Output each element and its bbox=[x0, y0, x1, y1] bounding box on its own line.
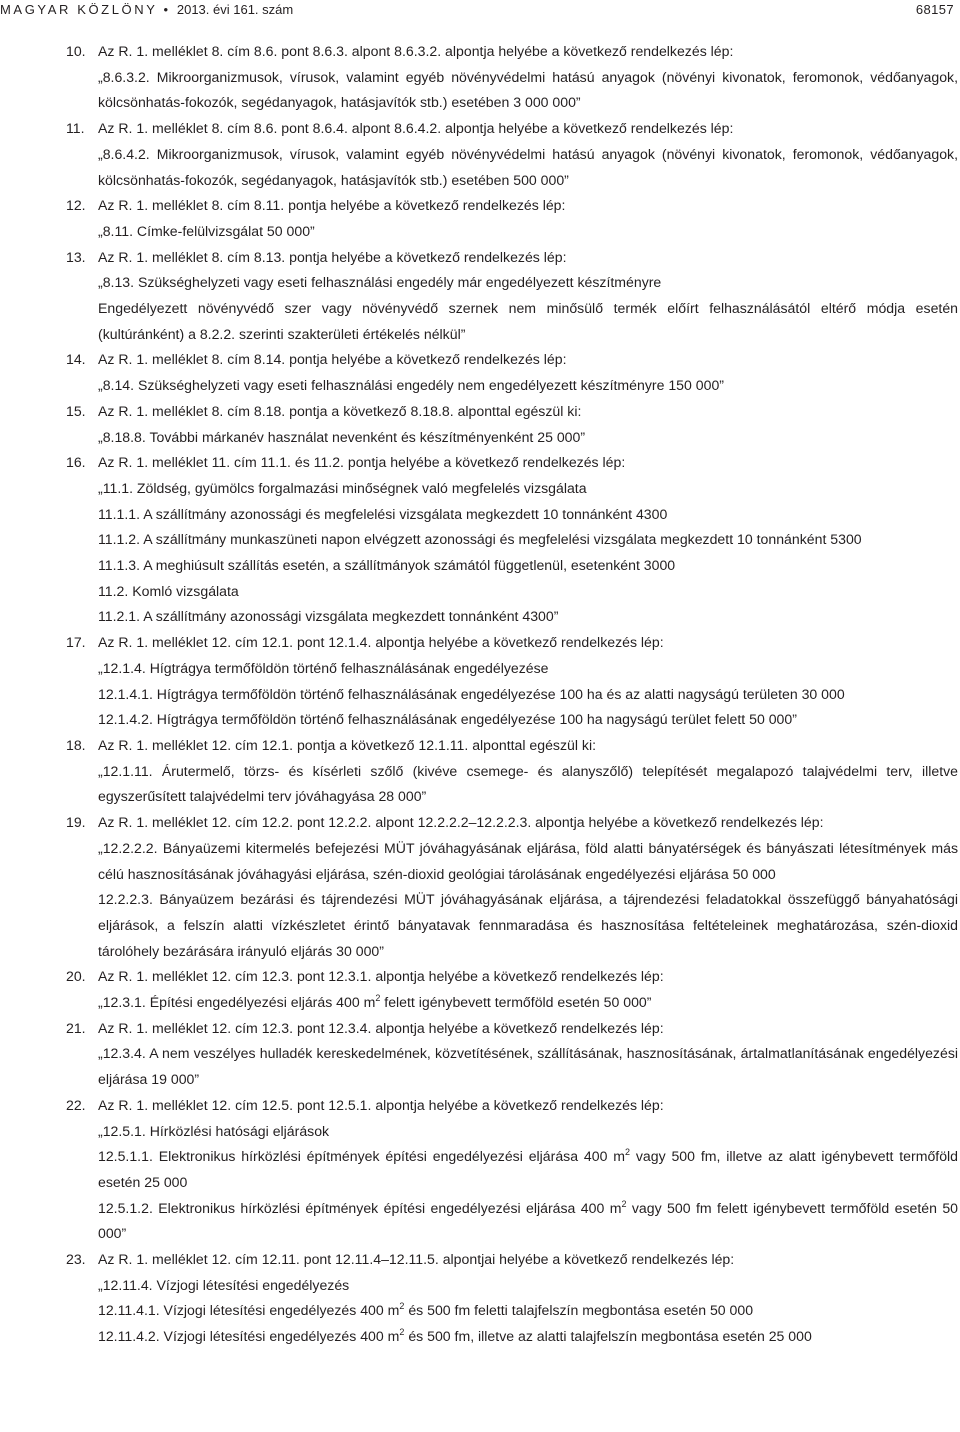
amendment-text: 11.2. Komló vizsgálata bbox=[98, 582, 239, 599]
amendment-text: „8.18.8. További márkanév használat nevenként és készítményenként 25 000” bbox=[98, 428, 586, 445]
amendment-text: „12.1.4. Hígtrágya termőföldön történő felhasználásának engedélyezése bbox=[98, 659, 549, 676]
issue-label: 2013. évi 161. szám bbox=[176, 2, 294, 17]
item-body bbox=[98, 1093, 958, 1247]
superscript-unit: 2 bbox=[399, 1327, 405, 1338]
amendment-text: „12.3.4. A nem veszélyes hulladék kereskedelmének, közvetítésének, szállításának, hasznosításának, ártalmatlanításának engedélyezési eljárása 19 000” bbox=[98, 1045, 958, 1088]
amendment-text: 11.1.2. A szállítmány munkaszüneti napon elvégzett azonossági és megfelelési vizsgálata megkezdett 10 tonnánként 5300 bbox=[98, 531, 862, 548]
amendment-text: 11.1.1. A szállítmány azonossági és megfelelési vizsgálata megkezdett 10 tonnánként 4300 bbox=[98, 505, 668, 522]
amendment-instruction: Az R. 1. melléklet 11. cím 11.1. és 11.2. pontja helyébe a következő rendelkezés lép: bbox=[98, 454, 626, 471]
amendment-item bbox=[66, 964, 958, 1015]
text-segment: és 500 fm feletti talajfelszín megbontása esetén 50 000 bbox=[404, 1302, 754, 1319]
amendment-instruction: Az R. 1. melléklet 8. cím 8.6. pont 8.6.4. alpont 8.6.4.2. alpontja helyébe a következő rendelkezés lép: bbox=[98, 120, 734, 137]
amendment-instruction: Az R. 1. melléklet 12. cím 12.1. pont 12.1.4. alpontja helyébe a következő rendelkezés lép: bbox=[98, 634, 664, 651]
item-body bbox=[98, 347, 958, 398]
amendment-text: „8.13. Szükséghelyzeti vagy eseti felhasználási engedély már engedélyezett készítményre bbox=[98, 274, 662, 291]
item-body bbox=[98, 630, 958, 733]
item-number: 22. bbox=[66, 1096, 86, 1113]
superscript-unit: 2 bbox=[375, 993, 381, 1004]
amendment-item bbox=[66, 39, 958, 116]
gazette-title: MAGYAR KÖZLÖNY • 2013. évi 161. szám bbox=[0, 2, 294, 17]
amendment-item bbox=[66, 630, 958, 733]
text-segment: vagy 500 fm, illetve az alatt igénybevett termőföld esetén 25 000 bbox=[98, 1148, 959, 1190]
item-number: 14. bbox=[66, 351, 86, 368]
amendment-instruction: Az R. 1. melléklet 12. cím 12.5. pont 12.5.1. alpontja helyébe a következő rendelkezés lép: bbox=[98, 1096, 664, 1113]
item-body bbox=[98, 116, 958, 193]
amendment-instruction: Az R. 1. melléklet 12. cím 12.11. pont 12.11.4–12.11.5. alpontjai helyébe a következő rendelkezés lép: bbox=[98, 1251, 735, 1268]
amendment-item bbox=[66, 733, 958, 810]
amendment-text: „8.6.3.2. Mikroorganizmusok, vírusok, valamint egyéb növényvédelmi hatású anyagok (növényi kivonatok, feromonok, védőanyagok, kölcsönhatás-fokozók, segédanyagok, hatásjavítók stb.) esetében 3 000 000” bbox=[98, 68, 958, 111]
amendment-text: „8.14. Szükséghelyzeti vagy eseti felhasználási engedély nem engedélyezett készítményre 150 000” bbox=[98, 377, 724, 394]
item-number: 12. bbox=[66, 197, 86, 214]
amendment-text: 11.2.1. A szállítmány azonossági vizsgálata megkezdett tonnánként 4300” bbox=[98, 608, 559, 625]
amendment-text: „8.11. Címke-felülvizsgálat 50 000” bbox=[98, 222, 315, 239]
amendment-instruction: Az R. 1. melléklet 8. cím 8.6. pont 8.6.3. alpont 8.6.3.2. alpontja helyébe a következő rendelkezés lép: bbox=[98, 43, 734, 59]
item-body bbox=[98, 450, 958, 630]
gazette-name: MAGYAR KÖZLÖNY bbox=[0, 2, 158, 17]
superscript-unit: 2 bbox=[399, 1301, 405, 1312]
item-number: 19. bbox=[66, 814, 86, 831]
amendment-text: „12.11.4. Vízjogi létesítési engedélyezés bbox=[98, 1276, 350, 1293]
item-number: 23. bbox=[66, 1251, 86, 1268]
text-segment: és 500 fm, illetve az alatti talajfelszín megbontása esetén 25 000 bbox=[404, 1328, 812, 1345]
amendment-item bbox=[66, 810, 958, 964]
item-number: 13. bbox=[66, 248, 86, 265]
item-body bbox=[98, 964, 958, 1015]
amendment-text bbox=[98, 1324, 958, 1350]
item-number: 10. bbox=[66, 43, 86, 59]
item-number: 11. bbox=[66, 120, 85, 137]
amendment-instruction: Az R. 1. melléklet 8. cím 8.13. pontja helyébe a következő rendelkezés lép: bbox=[98, 248, 567, 265]
item-body bbox=[98, 39, 958, 116]
text-segment: 12.11.4.1. Vízjogi létesítési engedélyezés 400 m bbox=[98, 1302, 400, 1319]
item-number: 16. bbox=[66, 454, 86, 471]
amendment-text bbox=[98, 990, 958, 1016]
amendment-item bbox=[66, 347, 958, 398]
superscript-unit: 2 bbox=[621, 1198, 627, 1209]
amendment-text bbox=[98, 1144, 958, 1195]
amendment-instruction: Az R. 1. melléklet 8. cím 8.18. pontja a következő 8.18.8. alponttal egészül ki: bbox=[98, 402, 582, 419]
text-segment: vagy 500 fm felett igénybevett termőföld esetén 50 000” bbox=[98, 1199, 958, 1242]
amendment-text: Engedélyezett növényvédő szer vagy növényvédő szernek nem minősülő termék előírt felhasználásától eltérő módja esetén (kultúránként) a 8.2.2. szerinti szakterületi értékelés nélkül” bbox=[98, 300, 958, 342]
amendment-item bbox=[66, 450, 958, 630]
amendment-item bbox=[66, 1016, 958, 1093]
amendment-instruction: Az R. 1. melléklet 12. cím 12.3. pont 12.3.4. alpontja helyébe a következő rendelkezés lép: bbox=[98, 1019, 664, 1036]
amendment-list bbox=[66, 39, 958, 1350]
amendment-item bbox=[66, 1093, 958, 1247]
item-body bbox=[98, 1247, 958, 1350]
amendment-text: „12.5.1. Hírközlési hatósági eljárások bbox=[98, 1122, 330, 1139]
amendment-text: 12.1.4.1. Hígtrágya termőföldön történő felhasználásának engedélyezése 100 ha és az alatti nagyságú területen 30 000 bbox=[98, 685, 845, 702]
text-segment: 12.11.4.2. Vízjogi létesítési engedélyezés 400 m bbox=[98, 1328, 400, 1345]
amendment-text: 12.2.2.3. Bányaüzem bezárási és tájrendezési MÜT jóváhagyásának eljárása, a tájrendezési feladatokkal összefüggő bányahatósági eljárások, a felszín alatti vízkészletet érintő bányatavak fennmaradása és hasznosítása feltételeinek meghatározása, szén-dioxid tárolóhely bezárására irányuló eljárás 30 000” bbox=[98, 891, 958, 959]
item-body bbox=[98, 1016, 958, 1093]
item-number: 20. bbox=[66, 968, 86, 985]
amendment-text: 11.1.3. A meghiúsult szállítás esetén, a szállítmányok számától függetlenül, esetenként 3000 bbox=[98, 557, 676, 574]
item-body bbox=[98, 399, 958, 450]
amendment-text bbox=[98, 1298, 958, 1324]
amendment-text: „11.1. Zöldség, gyümölcs forgalmazási minőségnek való megfelelés vizsgálata bbox=[98, 479, 587, 496]
item-body bbox=[98, 193, 958, 244]
amendment-item bbox=[66, 1247, 958, 1350]
amendment-instruction: Az R. 1. melléklet 12. cím 12.1. pontja a következő 12.1.11. alponttal egészül ki: bbox=[98, 736, 596, 753]
amendment-text: 12.1.4.2. Hígtrágya termőföldön történő felhasználásának engedélyezése 100 ha nagyságú terület felett 50 000” bbox=[98, 711, 797, 728]
page-number: 68157 bbox=[915, 2, 954, 17]
item-number: 15. bbox=[66, 402, 86, 419]
item-body bbox=[98, 245, 958, 348]
amendment-instruction: Az R. 1. melléklet 12. cím 12.2. pont 12.2.2. alpont 12.2.2.2–12.2.2.3. alpontja helyébe a következő rendelkezés lép: bbox=[98, 814, 824, 831]
amendment-text: „12.2.2.2. Bányaüzemi kitermelés befejezési MÜT jóváhagyásának eljárása, föld alatti bányatérségek és bányászati létesítmények más célú hasznosításának jóváhagyási eljárása, szén-dioxid geológiai tárolásának engedélyezési eljárása 50 000 bbox=[98, 839, 958, 882]
text-segment: 12.5.1.1. Elektronikus hírközlési építmények építési engedélyezési eljárása 400 m bbox=[98, 1148, 625, 1165]
amendment-item bbox=[66, 116, 958, 193]
amendment-item bbox=[66, 399, 958, 450]
amendment-text bbox=[98, 1196, 958, 1247]
text-segment: felett igénybevett termőföld esetén 50 000” bbox=[380, 994, 652, 1011]
item-number: 17. bbox=[66, 634, 86, 651]
amendment-text: „12.1.11. Árutermelő, törzs- és kísérleti szőlő (kivéve csemege- és alanyszőlő) telepítését megalapozó talajvédelmi terv, illetve egyszerűsített talajvédelmi terv jóváhagyása 28 000” bbox=[98, 762, 958, 805]
amendment-instruction: Az R. 1. melléklet 8. cím 8.11. pontja helyébe a következő rendelkezés lép: bbox=[98, 197, 566, 214]
text-segment: „12.3.1. Építési engedélyezési eljárás 400 m bbox=[98, 994, 376, 1011]
amendment-instruction: Az R. 1. melléklet 12. cím 12.3. pont 12.3.1. alpontja helyébe a következő rendelkezés lép: bbox=[98, 968, 664, 985]
item-body bbox=[98, 733, 958, 810]
item-body bbox=[98, 810, 958, 964]
amendment-instruction: Az R. 1. melléklet 8. cím 8.14. pontja helyébe a következő rendelkezés lép: bbox=[98, 351, 567, 368]
superscript-unit: 2 bbox=[625, 1147, 631, 1158]
text-segment: 12.5.1.2. Elektronikus hírközlési építmények építési engedélyezési eljárása 400 m bbox=[98, 1199, 622, 1216]
item-number: 18. bbox=[66, 736, 86, 753]
item-number: 21. bbox=[66, 1019, 86, 1036]
page-header bbox=[0, 0, 960, 20]
amendment-item bbox=[66, 193, 958, 244]
amendment-item bbox=[66, 245, 958, 348]
amendment-text: „8.6.4.2. Mikroorganizmusok, vírusok, valamint egyéb növényvédelmi hatású anyagok (növényi kivonatok, feromonok, védőanyagok, kölcsönhatás-fokozók, segédanyagok, hatásjavítók stb.) esetében 500 000” bbox=[98, 145, 958, 188]
